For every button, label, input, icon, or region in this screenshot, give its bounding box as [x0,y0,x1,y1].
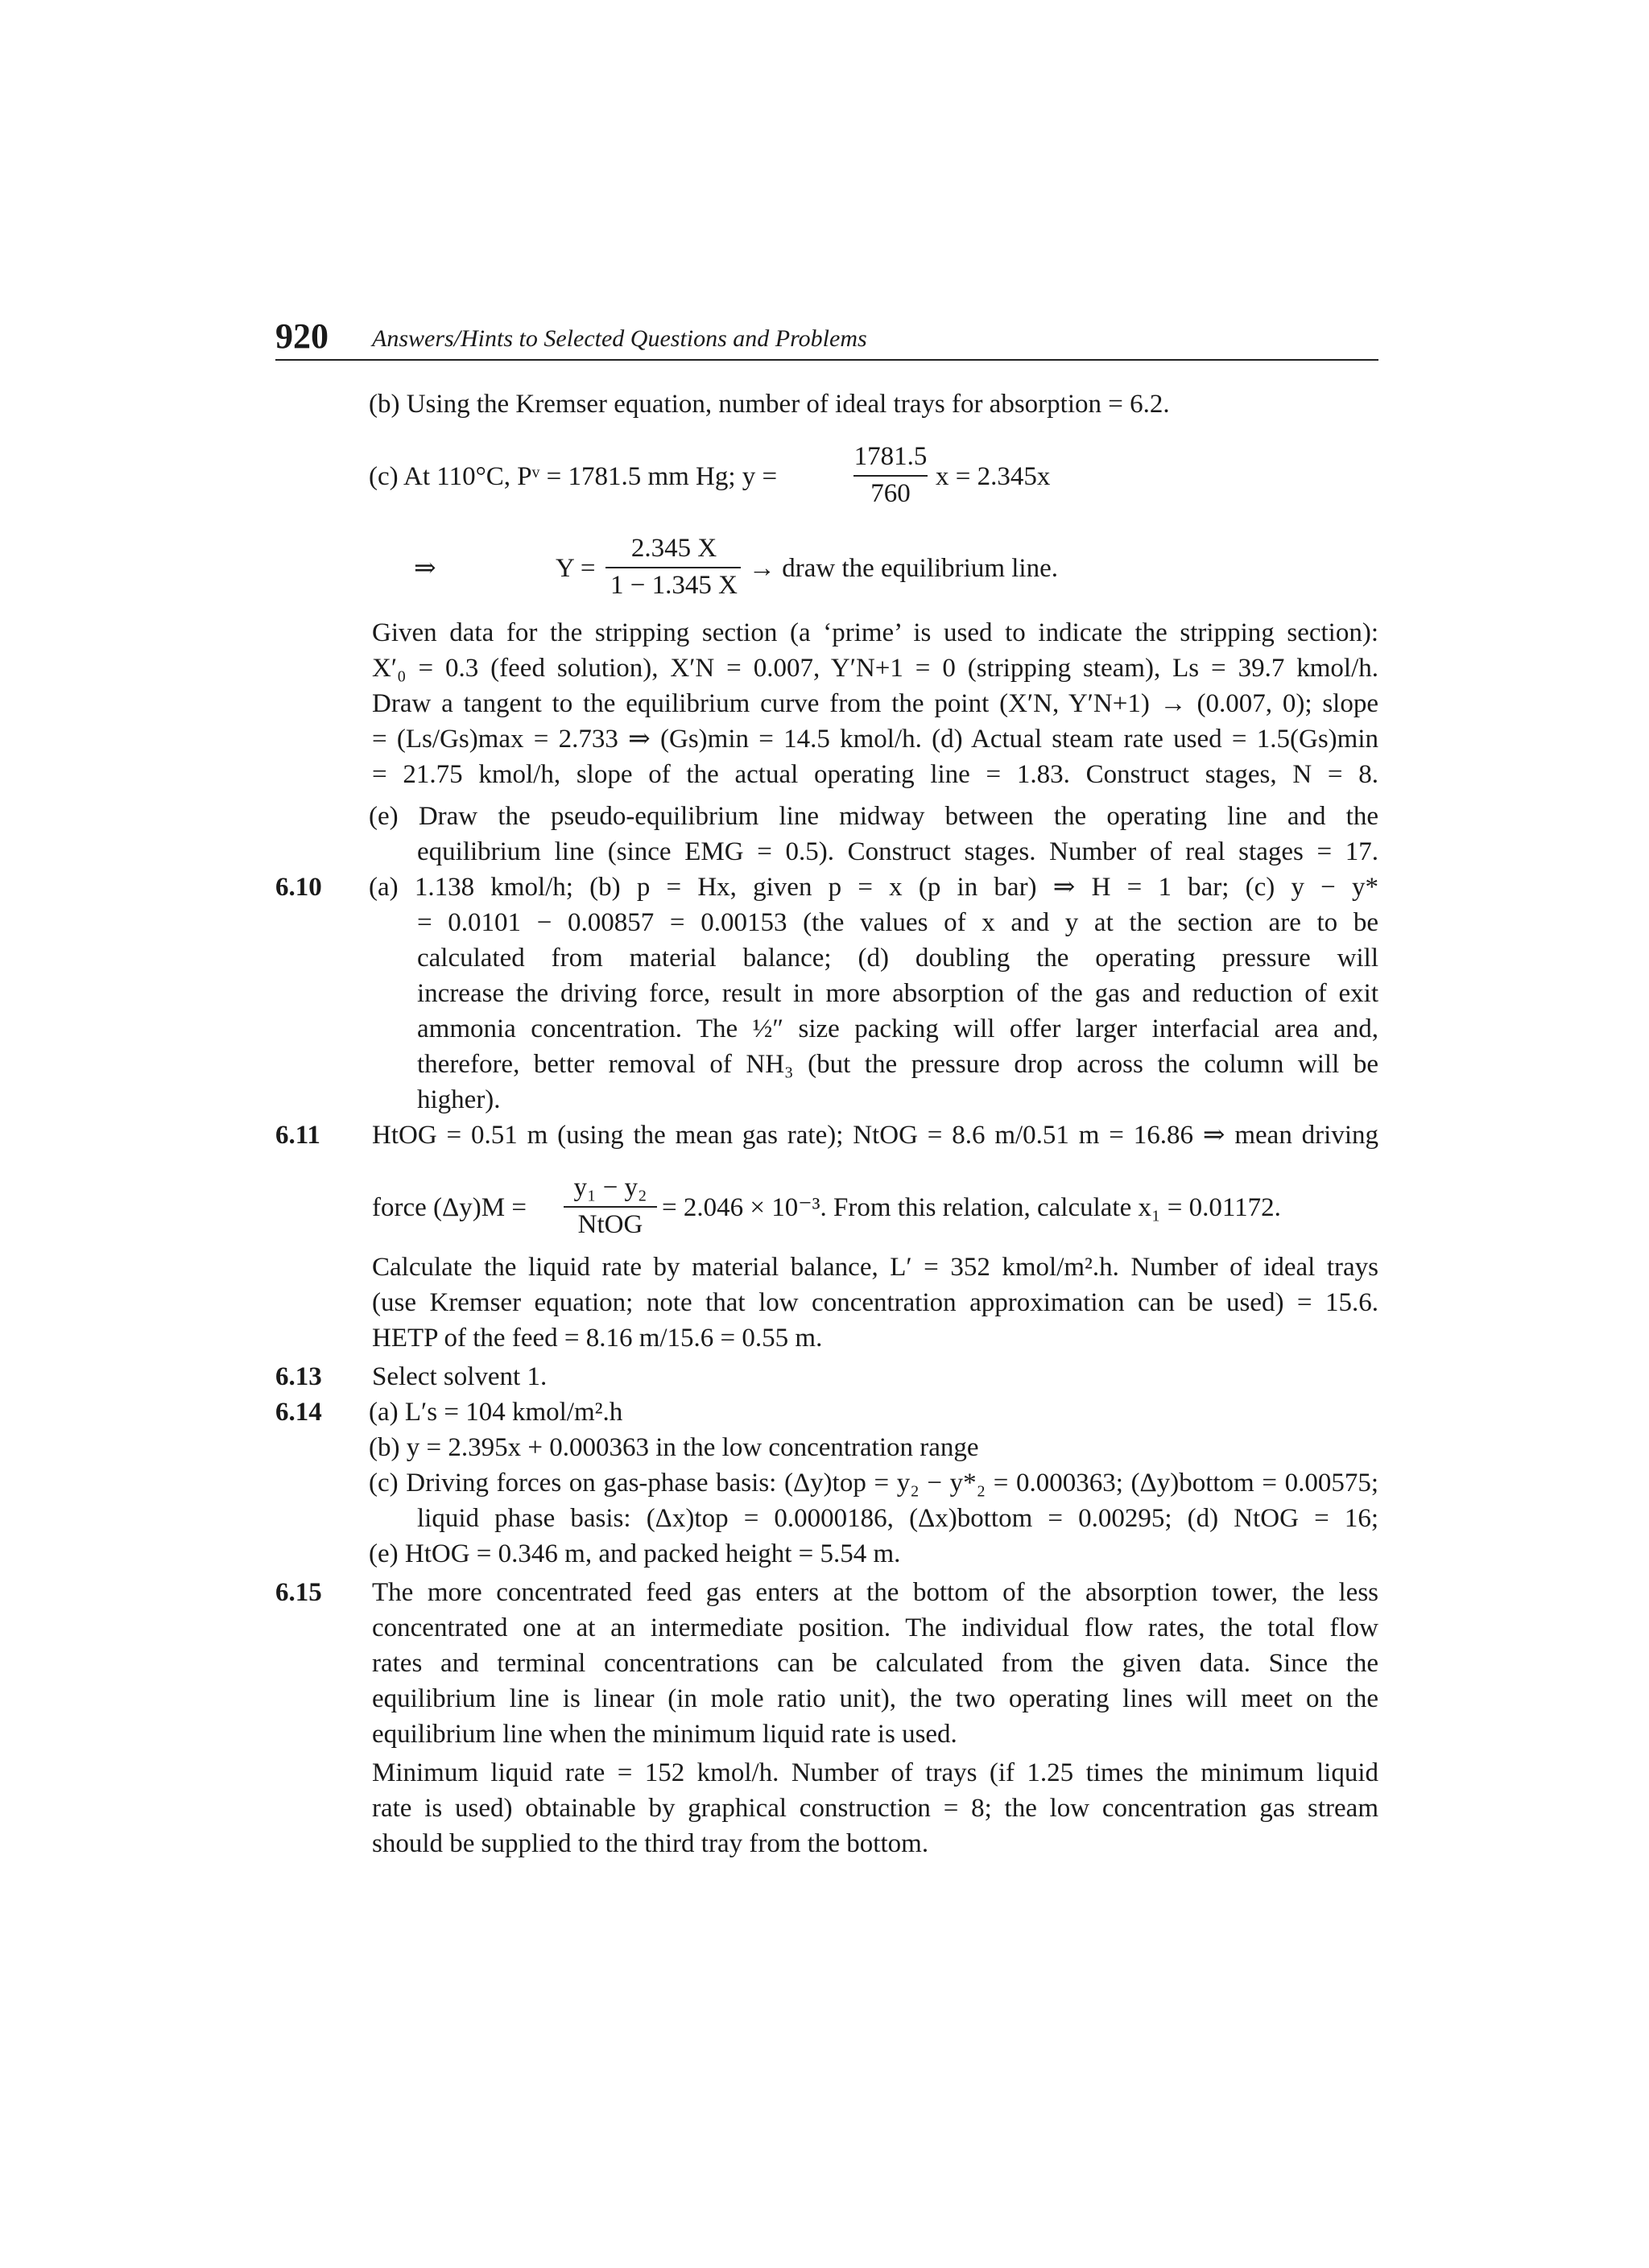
answer-line: higher). [417,1085,501,1114]
page-number: 920 [275,316,329,356]
answer-line: ammonia concentration. The ½″ size packing will offer larger interfacial area and, [417,1014,1378,1043]
driving-force-label: force (Δy)M = [372,1193,527,1222]
item-b-kremser: (b) Using the Kremser equation, number of ideal trays for absorption = 6.2. [369,390,1170,419]
question-number: 6.14 [275,1398,322,1427]
fraction-denominator: 1 − 1.345 X [610,571,738,600]
paragraph-line: Given data for the stripping section (a ‘prime’ is used to indicate the stripping section): [372,618,1378,647]
question-number: 6.15 [275,1578,322,1607]
fraction-bar [564,1206,657,1208]
answer-line: (c) Driving forces on gas-phase basis: (Δy)top = y₂ − y*₂ = 0.000363; (Δy)bottom = 0.00575; [369,1469,1378,1498]
running-title: Answers/Hints to Selected Questions and Problems [372,325,867,352]
answer-line: equilibrium line is linear (in mole ratio unit), the two operating lines will meet on the [372,1684,1378,1713]
answer-line: HtOG = 0.51 m (using the mean gas rate); NtOG = 8.6 m/0.51 m = 16.86 ⇒ mean driving [372,1121,1378,1150]
answer-line: concentrated one at an intermediate position. The individual flow rates, the total flow [372,1613,1378,1642]
answer-line: (a) 1.138 kmol/h; (b) p = Hx, given p = x (p in bar) ⇒ H = 1 bar; (c) y − y* [369,873,1378,902]
answer-line: Minimum liquid rate = 152 kmol/h. Number of trays (if 1.25 times the minimum liquid [372,1758,1378,1787]
fraction-denominator: 760 [870,479,911,508]
answer-line: Select solvent 1. [372,1362,548,1391]
question-number: 6.11 [275,1121,320,1150]
answer-line: HETP of the feed = 8.16 m/15.6 = 0.55 m. [372,1324,823,1353]
header-rule [275,359,1378,361]
fraction-bar [853,475,928,477]
fraction-numerator: 1781.5 [853,442,928,471]
answer-line: (e) HtOG = 0.346 m, and packed height = 5.54 m. [369,1539,901,1568]
answer-line: should be supplied to the third tray from the bottom. [372,1829,929,1858]
fraction-bar [605,567,741,568]
answer-line: = 0.0101 − 0.00857 = 0.00153 (the values of x and y at the section are to be [417,908,1378,937]
question-number: 6.10 [275,873,322,902]
equation-result: x = 2.345x [936,462,1051,491]
fraction-numerator: 2.345 X [630,534,717,563]
implies-symbol: ⇒ [414,554,436,583]
answer-line: rates and terminal concentrations can be calculated from the given data. Since the [372,1649,1378,1678]
item-e-line: equilibrium line (since EMG = 0.5). Construct stages. Number of real stages = 17. [417,837,1378,866]
fraction-denominator: NtOG [577,1210,643,1239]
answer-line: liquid phase basis: (Δx)top = 0.0000186, (Δx)bottom = 0.00295; (d) NtOG = 16; [417,1504,1378,1533]
paragraph-line: = (Ls/Gs)max = 2.733 ⇒ (Gs)min = 14.5 kmol/h. (d) Actual steam rate used = 1.5(Gs)min [372,725,1378,754]
answer-line: = 2.046 × 10⁻³. From this relation, calculate x₁ = 0.01172. [662,1193,1281,1222]
answer-line: (b) y = 2.395x + 0.000363 in the low concentration range [369,1433,979,1462]
answer-line: therefore, better removal of NH₃ (but the pressure drop across the column will be [417,1050,1378,1079]
answer-line: increase the driving force, result in more absorption of the gas and reduction of exit [417,979,1378,1008]
answer-line: Calculate the liquid rate by material balance, L′ = 352 kmol/m².h. Number of ideal trays [372,1253,1378,1282]
paragraph-line: = 21.75 kmol/h, slope of the actual operating line = 1.83. Construct stages, N = 8. [372,760,1378,789]
fraction-numerator: y₁ − y₂ [573,1173,647,1202]
item-e-line: (e) Draw the pseudo-equilibrium line midway between the operating line and the [369,802,1378,831]
question-number: 6.13 [275,1362,322,1391]
equation-Y-label: Y = [556,554,596,583]
paragraph-line: X′₀ = 0.3 (feed solution), X′N = 0.007, Y′N+1 = 0 (stripping steam), Ls = 39.7 kmol/h. [372,654,1378,683]
answer-line: calculated from material balance; (d) doubling the operating pressure will [417,944,1378,973]
equilibrium-line-note: → draw the equilibrium line. [749,554,1058,583]
answer-line: (a) L′s = 104 kmol/m².h [369,1398,623,1427]
paragraph-line: Draw a tangent to the equilibrium curve from the point (X′N, Y′N+1) → (0.007, 0); slope [372,689,1378,718]
answer-line: rate is used) obtainable by graphical construction = 8; the low concentration gas stream [372,1794,1378,1823]
answer-line: The more concentrated feed gas enters at the bottom of the absorption tower, the less [372,1578,1378,1607]
page-header [275,316,1378,362]
item-c-vapor-pressure: (c) At 110°C, Pᵛ = 1781.5 mm Hg; y = [369,462,778,491]
answer-line: equilibrium line when the minimum liquid rate is used. [372,1720,957,1749]
answer-line: (use Kremser equation; note that low concentration approximation can be used) = 15.6. [372,1288,1378,1317]
